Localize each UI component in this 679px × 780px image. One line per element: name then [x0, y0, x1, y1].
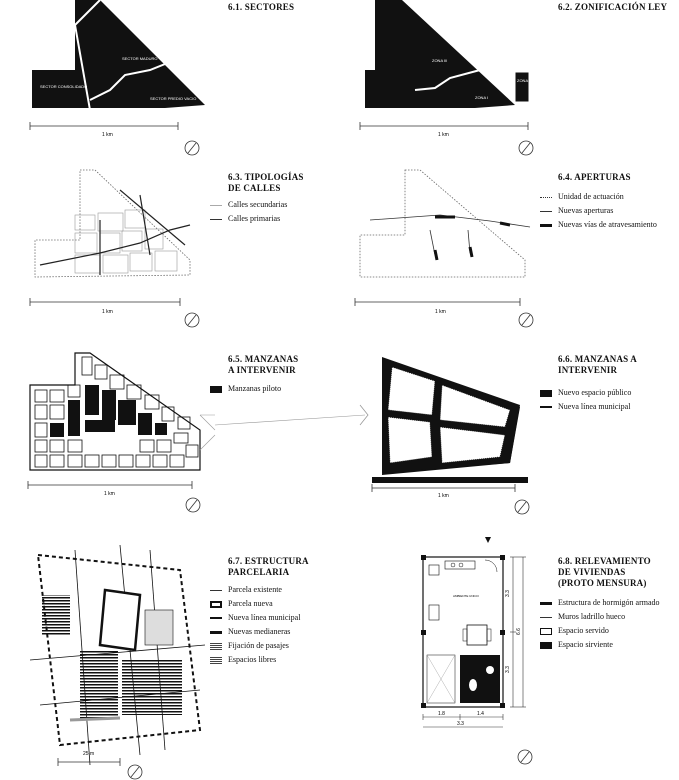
dim-bottom-total: 3.3: [457, 721, 464, 727]
legend-6-3: [210, 198, 287, 226]
north-arrow-icon: [515, 500, 529, 514]
legend-6-8: [540, 596, 660, 652]
legend-6-4: [540, 190, 657, 232]
swatch-linea-municipal: [210, 617, 222, 619]
north-arrow-icon: [519, 141, 533, 155]
scale-label: 1 km: [438, 132, 449, 138]
north-arrow-icon: [519, 313, 533, 327]
plan-vivienda: [405, 535, 545, 780]
legend-item: Unidad de actuación: [540, 190, 657, 204]
title-6-2: 6.2. ZONIFICACIÓN LEY: [558, 2, 668, 12]
legend-item: Nuevas medianeras: [210, 625, 300, 639]
label-zona-ii: ZONA II: [517, 78, 532, 83]
legend-item: Nueva línea municipal: [210, 611, 300, 625]
legend-item: Calles primarias: [210, 212, 287, 226]
swatch-linea-municipal: [540, 406, 552, 408]
legend-6-7: [210, 583, 300, 667]
map-manzanas: [0, 345, 380, 520]
dim-right-total: 6.6: [516, 628, 522, 635]
dim-right-bottom: 3.3: [505, 666, 511, 673]
north-arrow-icon: [128, 765, 142, 779]
swatch-secundarias: [210, 205, 222, 206]
legend-item: Calles secundarias: [210, 198, 287, 212]
legend-item: Nueva línea municipal: [540, 400, 631, 414]
label-zona-i: ZONA I: [475, 95, 489, 100]
legend-6-5: [210, 382, 281, 396]
swatch-parcela-nueva: [210, 601, 222, 608]
legend-item: Nuevas aperturas: [540, 204, 657, 218]
map-aperturas: [340, 165, 560, 330]
swatch-espacios-libres: [210, 657, 222, 664]
map-parcelaria: [0, 540, 215, 780]
swatch-hormigon: [540, 602, 552, 605]
north-arrow-icon: [185, 141, 199, 155]
title-line: INTERVENIR: [558, 365, 618, 375]
scale-label: 1 km: [104, 491, 115, 497]
scale-label: 1 km: [435, 309, 446, 315]
title-6-8: [558, 556, 651, 589]
legend-item: Espacios libres: [210, 653, 300, 667]
title-line: 6.3. TIPOLOGÍAS: [228, 172, 304, 182]
title-line: PARCELARIA: [228, 567, 290, 577]
title-line: 6.6. MANZANAS A: [558, 354, 638, 364]
swatch-pasajes: [210, 643, 222, 650]
swatch-espacio-publico: [540, 390, 552, 397]
legend-item: Manzanas piloto: [210, 382, 281, 396]
map-tipologias: [0, 165, 220, 330]
legend-item: Parcela nueva: [210, 597, 300, 611]
legend-item: Nuevas vías de atravesamiento: [540, 218, 657, 232]
title-6-7: [228, 556, 309, 578]
title-6-3: [228, 172, 304, 194]
legend-item: Espacio servido: [540, 624, 660, 638]
legend-item: Nuevo espacio público: [540, 386, 631, 400]
scale-label: 1 km: [102, 309, 113, 315]
title-line: 6.7. ESTRUCTURA: [228, 556, 309, 566]
label-zona-iii: ZONA III: [432, 58, 448, 63]
label-sector-consolidado: SECTOR CONSOLIDADO: [40, 84, 88, 89]
map-sectores: [0, 0, 220, 160]
title-6-1: 6.1. SECTORES: [228, 2, 295, 12]
swatch-parcela-existente: [210, 590, 222, 591]
title-line: A INTERVENIR: [228, 365, 296, 375]
legend-item: Espacio sirviente: [540, 638, 660, 652]
swatch-sirviente: [540, 642, 552, 649]
legend-6-6: [540, 386, 631, 414]
legend-item: Parcela existente: [210, 583, 300, 597]
dim-bottom-left: 1.8: [438, 711, 445, 717]
legend-item: Fijación de pasajes: [210, 639, 300, 653]
title-line: DE CALLES: [228, 183, 281, 193]
map-zonificacion: [340, 0, 560, 160]
swatch-servido: [540, 628, 552, 635]
scale-label: 1 km: [438, 493, 449, 499]
title-6-4: 6.4. APERTURAS: [558, 172, 631, 182]
swatch-piloto: [210, 386, 222, 393]
legend-item: Estructura de hormigón armado: [540, 596, 660, 610]
title-line: DE VIVIENDAS: [558, 567, 626, 577]
swatch-medianeras: [210, 631, 222, 634]
label-sector-maduro: SECTOR MADURO: [122, 56, 158, 61]
north-arrow-icon: [518, 750, 532, 764]
label-sector-predio: SECTOR PREDIO VACIO: [150, 96, 197, 101]
map-manzanas-zoom: [360, 345, 550, 525]
title-6-5: [228, 354, 298, 376]
swatch-unidad: [540, 197, 552, 198]
room-label: AMBIENTE UNICO: [453, 594, 479, 598]
scale-label: 25 m: [83, 751, 95, 757]
dim-right-top: 3.3: [505, 590, 511, 597]
dim-bottom-right: 1.4: [477, 711, 484, 717]
title-line: 6.5. MANZANAS: [228, 354, 299, 364]
north-arrow-icon: [185, 313, 199, 327]
swatch-ladrillo: [540, 617, 552, 618]
title-6-6: [558, 354, 637, 376]
legend-item: Muros ladrillo hueco: [540, 610, 660, 624]
title-line: (PROTO MENSURA): [558, 578, 647, 588]
north-mark-icon: [485, 537, 491, 543]
scale-label: 1 km: [102, 132, 113, 138]
swatch-atravesamiento: [540, 224, 552, 227]
swatch-aperturas: [540, 211, 552, 212]
title-line: 6.8. RELEVAMIENTO: [558, 556, 651, 566]
swatch-primarias: [210, 219, 222, 220]
north-arrow-icon: [186, 498, 200, 512]
